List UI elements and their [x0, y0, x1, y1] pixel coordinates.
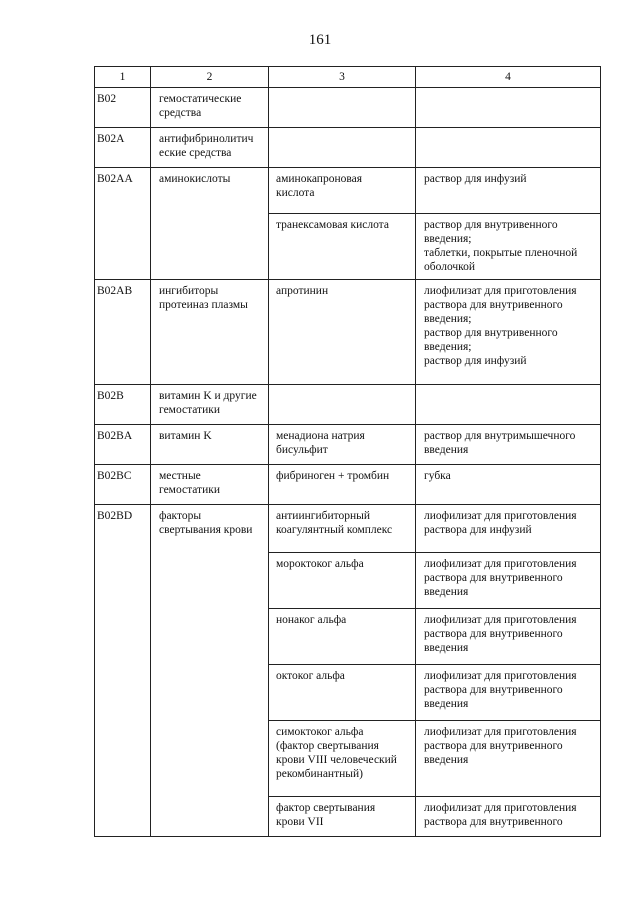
cell-line: рекомбинантный)	[276, 768, 363, 780]
table-body	[95, 88, 601, 837]
cell-line: гемостатические	[159, 93, 242, 105]
cell-line: антиингибиторный	[276, 510, 371, 522]
table-row	[95, 505, 601, 553]
cell-line: раствор для внутримышечного	[424, 430, 576, 442]
group-cell	[151, 425, 269, 465]
dosage-form-cell	[416, 385, 601, 425]
substance-cell	[269, 609, 416, 665]
cell-line: введения;	[424, 341, 472, 353]
cell-line: местные	[159, 470, 201, 482]
atc-code-cell: B02BC	[95, 465, 151, 505]
cell-line: раствор для инфузий	[424, 173, 527, 185]
cell-line: кислота	[276, 187, 315, 199]
dosage-form-cell	[416, 280, 601, 385]
substance-cell	[269, 721, 416, 797]
group-cell	[151, 465, 269, 505]
cell-line: раствор для инфузий	[424, 355, 527, 367]
cell-line: витамин K и другие	[159, 390, 257, 402]
group-cell	[151, 385, 269, 425]
cell-line: введения;	[424, 313, 472, 325]
substance-cell	[269, 425, 416, 465]
cell-line: аминокислоты	[159, 173, 231, 185]
cell-line: фибриноген + тромбин	[276, 470, 390, 482]
group-cell	[151, 280, 269, 385]
table-row	[95, 465, 601, 505]
substance-cell	[269, 505, 416, 553]
table-row	[95, 128, 601, 168]
page-number: 161	[308, 32, 332, 48]
substance-cell	[269, 465, 416, 505]
dosage-form-cell	[416, 88, 601, 128]
cell-line: бисульфит	[276, 444, 328, 456]
cell-line: гемостатики	[159, 484, 220, 496]
dosage-form-cell	[416, 797, 601, 837]
cell-line: введения;	[424, 233, 472, 245]
cell-line: губка	[424, 470, 451, 482]
cell-line: октоког альфа	[276, 670, 345, 682]
table-row	[95, 280, 601, 385]
atc-code-cell: B02AB	[95, 280, 151, 385]
cell-line: раствора для инфузий	[424, 524, 532, 536]
dosage-form-cell	[416, 128, 601, 168]
cell-line: фактор свертывания	[276, 802, 376, 814]
table-header	[95, 67, 601, 88]
cell-line: крови VIII человеческий	[276, 754, 397, 766]
cell-line: раствора для внутривенного	[424, 572, 563, 584]
cell-line: введения	[424, 698, 469, 710]
cell-line: коагулянтный комплекс	[276, 524, 393, 536]
cell-line: таблетки, покрытые пленочной	[424, 247, 578, 259]
dosage-form-cell	[416, 505, 601, 553]
substance-cell	[269, 168, 416, 214]
table-row	[95, 385, 601, 425]
cell-line: (фактор свертывания	[276, 740, 379, 752]
cell-line: еские средства	[159, 147, 232, 159]
cell-line: антифибринолитич	[159, 133, 254, 145]
header-cell: 2	[151, 67, 269, 88]
cell-line: симоктоког альфа	[276, 726, 364, 738]
group-cell	[151, 505, 269, 837]
cell-line: гемостатики	[159, 404, 220, 416]
cell-line: раствора для внутривенного	[424, 628, 563, 640]
cell-line: лиофилизат для приготовления	[424, 558, 577, 570]
group-cell	[151, 88, 269, 128]
table-row	[95, 168, 601, 214]
atc-code-cell: B02B	[95, 385, 151, 425]
table-row	[95, 88, 601, 128]
table-row	[95, 425, 601, 465]
dosage-form-cell	[416, 609, 601, 665]
cell-line: раствора для внутривенного	[424, 816, 563, 828]
atc-code-cell: B02BA	[95, 425, 151, 465]
dosage-form-cell	[416, 665, 601, 721]
dosage-form-cell	[416, 721, 601, 797]
cell-line: нонаког альфа	[276, 614, 347, 626]
cell-line: введения	[424, 586, 469, 598]
cell-line: крови VII	[276, 816, 324, 828]
atc-code-cell: B02AA	[95, 168, 151, 280]
dosage-form-cell	[416, 553, 601, 609]
cell-line: введения	[424, 444, 469, 456]
header-row	[95, 67, 601, 88]
dosage-form-cell	[416, 214, 601, 280]
cell-line: раствора для внутривенного	[424, 684, 563, 696]
header-cell: 3	[269, 67, 416, 88]
cell-line: средства	[159, 107, 202, 119]
cell-line: раствора для внутривенного	[424, 299, 563, 311]
dosage-form-cell	[416, 465, 601, 505]
cell-line: менадиона натрия	[276, 430, 365, 442]
cell-line: витамин K	[159, 430, 212, 442]
substance-cell	[269, 214, 416, 280]
cell-line: лиофилизат для приготовления	[424, 614, 577, 626]
cell-line: факторы	[159, 510, 202, 522]
cell-line: раствор для внутривенного	[424, 219, 558, 231]
cell-line: лиофилизат для приготовления	[424, 726, 577, 738]
medication-table	[94, 66, 601, 837]
cell-line: аминокапроновая	[276, 173, 363, 185]
substance-cell	[269, 665, 416, 721]
cell-line: мороктоког альфа	[276, 558, 364, 570]
atc-code-cell: B02	[95, 88, 151, 128]
cell-line: введения	[424, 642, 469, 654]
substance-cell	[269, 553, 416, 609]
atc-code-cell: B02A	[95, 128, 151, 168]
cell-line: ингибиторы	[159, 285, 219, 297]
cell-line: протеиназ плазмы	[159, 299, 248, 311]
cell-line: лиофилизат для приготовления	[424, 510, 577, 522]
header-cell: 1	[95, 67, 151, 88]
cell-line: лиофилизат для приготовления	[424, 285, 577, 297]
group-cell	[151, 128, 269, 168]
substance-cell	[269, 385, 416, 425]
substance-cell	[269, 88, 416, 128]
cell-line: раствор для внутривенного	[424, 327, 558, 339]
dosage-form-cell	[416, 425, 601, 465]
substance-cell	[269, 128, 416, 168]
cell-line: транексамовая кислота	[276, 219, 389, 231]
cell-line: раствора для внутривенного	[424, 740, 563, 752]
atc-code-cell: B02BD	[95, 505, 151, 837]
cell-line: оболочкой	[424, 261, 476, 273]
cell-line: лиофилизат для приготовления	[424, 802, 577, 814]
header-cell: 4	[416, 67, 601, 88]
cell-line: свертывания крови	[159, 524, 253, 536]
substance-cell	[269, 797, 416, 837]
cell-line: введения	[424, 754, 469, 766]
substance-cell	[269, 280, 416, 385]
dosage-form-cell	[416, 168, 601, 214]
cell-line: апротинин	[276, 285, 329, 297]
cell-line: лиофилизат для приготовления	[424, 670, 577, 682]
group-cell	[151, 168, 269, 280]
